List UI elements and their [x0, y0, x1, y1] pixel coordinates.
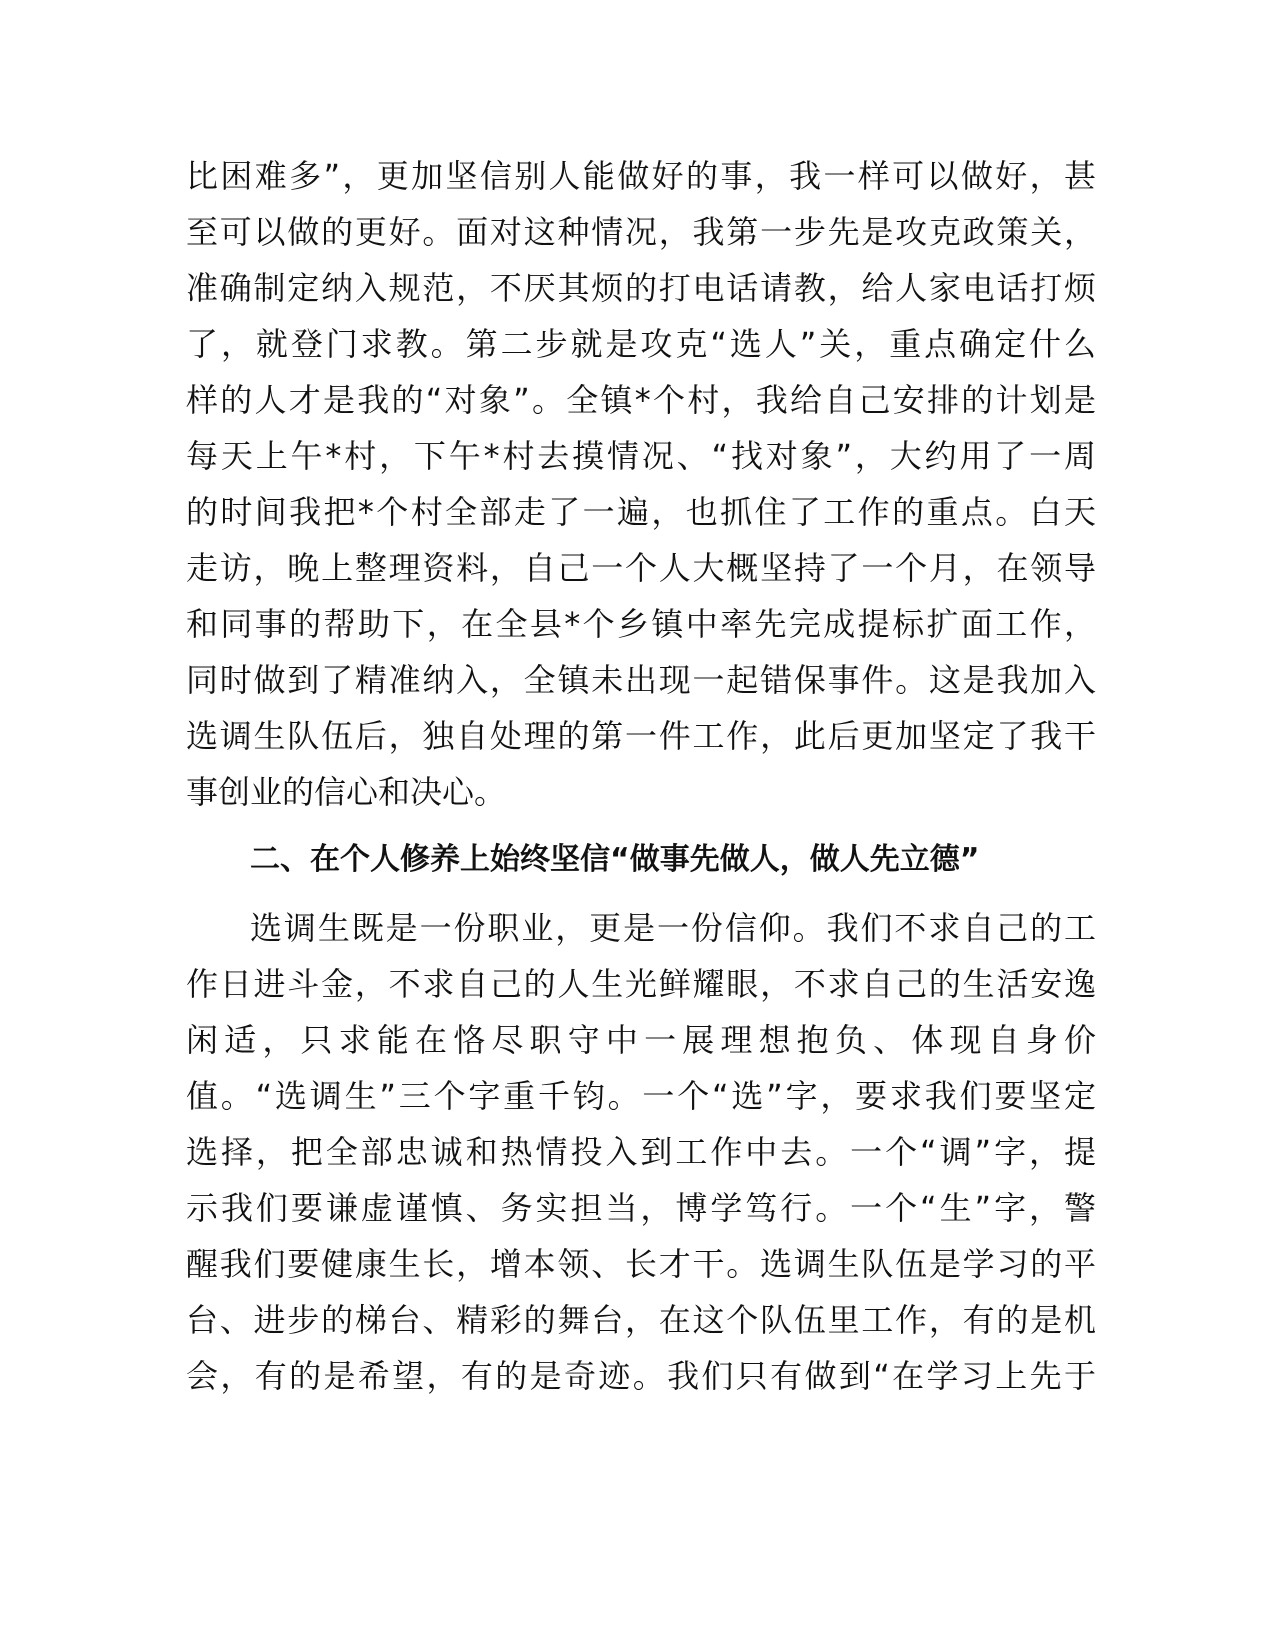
- paragraph-1-line-6: 每天上午*村，下午*村去摸情况、“找对象”，大约用了一周: [186, 437, 1096, 475]
- paragraph-1-line-5: 样的人才是我的“对象”。全镇*个村，我给自己安排的计划是: [186, 381, 1096, 419]
- section-heading: 二、在个人修养上始终坚信“做事先做人，做人先立德”: [250, 842, 980, 877]
- paragraph-1-line-8: 走访，晚上整理资料，自己一个人大概坚持了一个月，在领导: [186, 549, 1096, 587]
- paragraph-2-line-8: 台、进步的梯台、精彩的舞台，在这个队伍里工作，有的是机: [186, 1301, 1096, 1339]
- paragraph-2-line-2: 作日进斗金，不求自己的人生光鲜耀眼，不求自己的生活安逸: [186, 965, 1096, 1003]
- paragraph-2-line-6: 示我们要谦虚谨慎、务实担当，博学笃行。一个“生”字，警: [186, 1189, 1096, 1227]
- paragraph-2-line-1: 选调生既是一份职业，更是一份信仰。我们不求自己的工: [250, 909, 1096, 947]
- paragraph-1-line-7: 的时间我把*个村全部走了一遍，也抓住了工作的重点。白天: [186, 493, 1096, 531]
- paragraph-2-line-3: 闲适，只求能在恪尽职守中一展理想抱负、体现自身价: [186, 1021, 1096, 1059]
- paragraph-1-line-9: 和同事的帮助下，在全县*个乡镇中率先完成提标扩面工作，: [186, 605, 1096, 643]
- paragraph-1-line-12: 事创业的信心和决心。: [186, 773, 507, 811]
- paragraph-2-line-4: 值。“选调生”三个字重千钧。一个“选”字，要求我们要坚定: [186, 1077, 1096, 1115]
- paragraph-1-line-2: 至可以做的更好。面对这种情况，我第一步先是攻克政策关，: [186, 213, 1096, 251]
- paragraph-2-line-7: 醒我们要健康生长，增本领、长才干。选调生队伍是学习的平: [186, 1245, 1096, 1283]
- paragraph-2-line-9: 会，有的是希望，有的是奇迹。我们只有做到“在学习上先于: [186, 1357, 1096, 1395]
- paragraph-1-line-3: 准确制定纳入规范，不厌其烦的打电话请教，给人家电话打烦: [186, 269, 1096, 307]
- paragraph-1-line-1: 比困难多”，更加坚信别人能做好的事，我一样可以做好，甚: [186, 157, 1096, 195]
- paragraph-1-line-10: 同时做到了精准纳入，全镇未出现一起错保事件。这是我加入: [186, 661, 1096, 699]
- paragraph-2-line-5: 选择，把全部忠诚和热情投入到工作中去。一个“调”字，提: [186, 1133, 1096, 1171]
- paragraph-1-line-11: 选调生队伍后，独自处理的第一件工作，此后更加坚定了我干: [186, 717, 1096, 755]
- paragraph-1-line-4: 了，就登门求教。第二步就是攻克“选人”关，重点确定什么: [186, 325, 1096, 363]
